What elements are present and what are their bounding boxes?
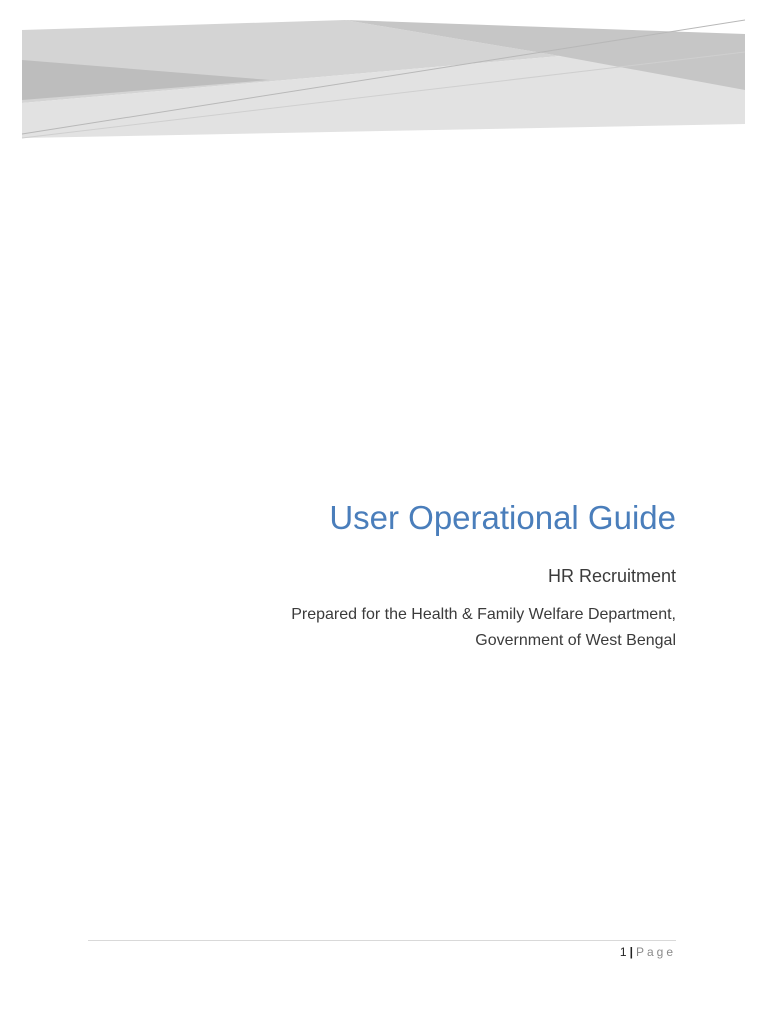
footer-divider — [88, 940, 676, 941]
footer-separator: | — [629, 945, 633, 959]
document-subtitle: HR Recruitment — [547, 566, 676, 586]
page-label: Page — [635, 945, 676, 959]
page-footer — [620, 944, 676, 960]
prepared-for-text — [116, 602, 676, 654]
document-title: User Operational Guide — [329, 499, 676, 536]
prepared-line-1: Prepared for the Health & Family Welfare Department, — [291, 606, 676, 623]
prepared-line-2: Government of West Bengal — [475, 632, 676, 649]
page-number: 1 — [619, 945, 627, 959]
header-decoration — [0, 0, 768, 150]
title-block — [116, 496, 676, 654]
